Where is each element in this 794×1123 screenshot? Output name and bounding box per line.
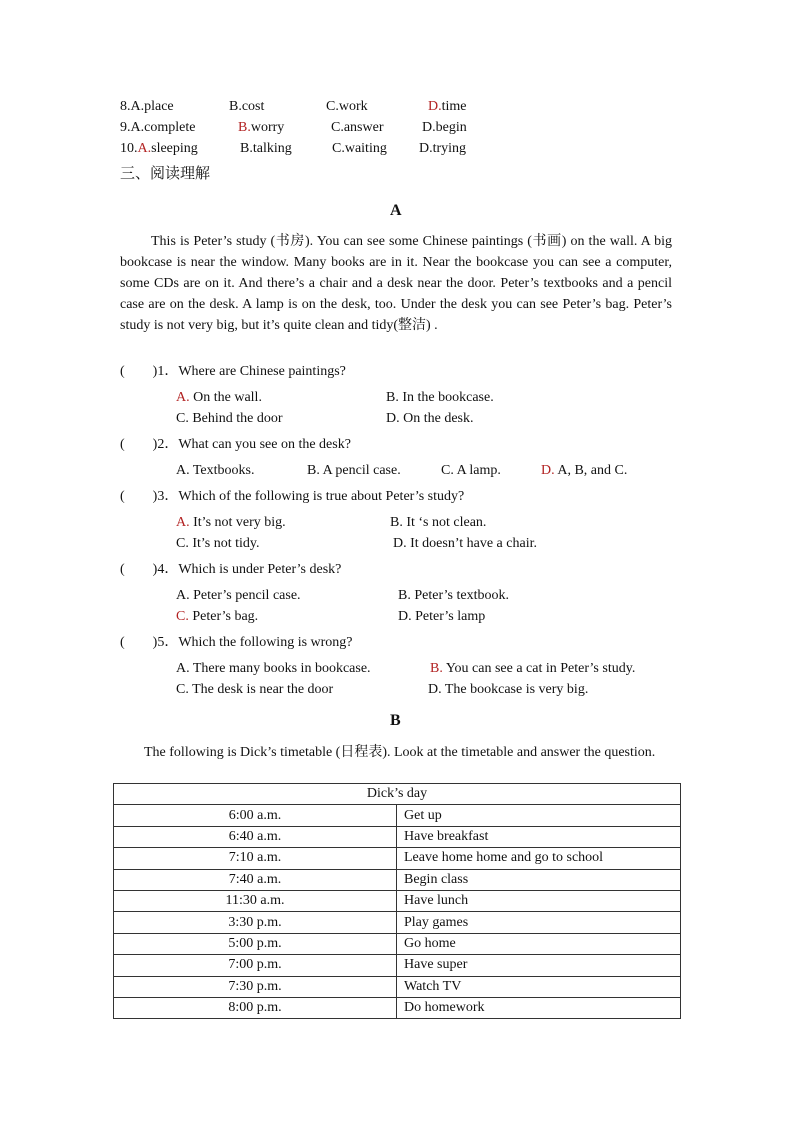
mcq-option-a: A.place xyxy=(130,99,174,114)
question-number: 3． xyxy=(157,489,179,504)
option-text: A, B, and C. xyxy=(557,463,628,478)
answer-bracket: ( ) xyxy=(120,635,158,650)
question-text: Which is under Peter’s desk? xyxy=(178,562,342,577)
answer-letter: C. xyxy=(176,609,189,624)
q1-option-b: B. In the bookcase. xyxy=(386,390,494,405)
mcq-option-a: sleeping xyxy=(151,141,198,156)
mcq-row-9 xyxy=(120,119,195,137)
activity-cell: Leave home home and go to school xyxy=(397,848,681,869)
answer-bracket: ( ) xyxy=(120,437,158,452)
mcq-row-10 xyxy=(120,140,198,158)
question-1 xyxy=(120,363,346,381)
table-row xyxy=(114,826,681,847)
mcq-option-d: D.begin xyxy=(422,120,467,135)
mcq-option-d: D.trying xyxy=(419,141,467,156)
question-number: 1． xyxy=(157,364,179,379)
table-row xyxy=(114,933,681,954)
answer-bracket: ( ) xyxy=(120,562,158,577)
q2-option-a: A. Textbooks. xyxy=(176,463,255,478)
time-cell: 6:00 a.m. xyxy=(114,805,397,826)
passage-a-text: This is Peter’s study (书房). You can see some Chinese paintings (书画) on the wall. A big bookcase is near the window. Many books are in it. Near the bookcase you can see a computer, some CDs are on it. And there’s a chair and a desk near the door. Peter’s textbooks and a pencil case are on the desk. A lamp is on the desk, too. Under the desk you can see Peter’s bag. Peter’s study is not very big, but it’s quite clean and tidy(整洁) . xyxy=(120,234,672,333)
table-row xyxy=(114,976,681,997)
passage-b-heading: B xyxy=(390,712,401,729)
time-cell: 8:00 p.m. xyxy=(114,997,397,1018)
question-4 xyxy=(120,561,341,579)
time-cell: 3:30 p.m. xyxy=(114,912,397,933)
answer-letter: A. xyxy=(176,390,190,405)
time-cell: 7:10 a.m. xyxy=(114,848,397,869)
q2-option-c: C. A lamp. xyxy=(441,463,501,478)
mcq-option-b xyxy=(238,119,284,137)
answer-letter: A. xyxy=(176,515,190,530)
table-row xyxy=(114,912,681,933)
activity-cell: Do homework xyxy=(397,997,681,1018)
answer-letter: B. xyxy=(238,120,251,135)
answer-bracket: ( ) xyxy=(120,364,158,379)
mcq-number: 9. xyxy=(120,120,131,135)
question-5 xyxy=(120,634,353,652)
time-cell: 5:00 p.m. xyxy=(114,933,397,954)
passage-b-text: The following is Dick’s timetable (日程表). Look at the timetable and answer the question. xyxy=(144,745,656,760)
activity-cell: Begin class xyxy=(397,869,681,890)
question-2 xyxy=(120,436,351,454)
question-text: What can you see on the desk? xyxy=(178,437,351,452)
question-number: 5． xyxy=(157,635,179,650)
q5-option-c: C. The desk is near the door xyxy=(176,682,334,697)
question-text: Where are Chinese paintings? xyxy=(178,364,346,379)
activity-cell: Go home xyxy=(397,933,681,954)
mcq-option-a: A.complete xyxy=(130,120,196,135)
q3-option-c: C. It’s not tidy. xyxy=(176,536,260,551)
question-text: Which the following is wrong? xyxy=(178,635,353,650)
activity-cell: Have super xyxy=(397,955,681,976)
mcq-row-8 xyxy=(120,98,174,116)
section-title: 三、阅读理解 xyxy=(120,166,211,182)
q4-option-c xyxy=(176,608,258,626)
activity-cell: Get up xyxy=(397,805,681,826)
q4-option-d: D. Peter’s lamp xyxy=(398,609,486,624)
activity-cell: Have lunch xyxy=(397,890,681,911)
q4-option-a: A. Peter’s pencil case. xyxy=(176,588,301,603)
time-cell: 11:30 a.m. xyxy=(114,890,397,911)
timetable xyxy=(113,783,681,1019)
passage-a-heading: A xyxy=(390,202,402,219)
q2-option-b: B. A pencil case. xyxy=(307,463,401,478)
option-text: On the wall. xyxy=(193,390,262,405)
q1-option-a xyxy=(176,389,262,407)
q1-option-d: D. On the desk. xyxy=(386,411,474,426)
q5-option-d: D. The bookcase is very big. xyxy=(428,682,589,697)
time-cell: 7:30 p.m. xyxy=(114,976,397,997)
mcq-number: 10. xyxy=(120,141,138,156)
mcq-number: 8. xyxy=(120,99,131,114)
option-text: It’s not very big. xyxy=(193,515,286,530)
option-text: Peter’s bag. xyxy=(192,609,259,624)
timetable-title: Dick’s day xyxy=(114,784,681,805)
q5-option-b xyxy=(430,660,635,678)
answer-letter: D. xyxy=(428,99,442,114)
time-cell: 6:40 a.m. xyxy=(114,826,397,847)
table-row xyxy=(114,997,681,1018)
timetable-header-row xyxy=(114,784,681,805)
q2-option-d xyxy=(541,462,627,480)
q4-option-b: B. Peter’s textbook. xyxy=(398,588,509,603)
question-text: Which of the following is true about Peter’s study? xyxy=(178,489,465,504)
table-row xyxy=(114,848,681,869)
mcq-option-d xyxy=(428,98,467,116)
q1-option-c: C. Behind the door xyxy=(176,411,283,426)
time-cell: 7:40 a.m. xyxy=(114,869,397,890)
option-text: time xyxy=(441,99,467,114)
q3-option-b: B. It ‘s not clean. xyxy=(390,515,487,530)
q5-option-a: A. There many books in bookcase. xyxy=(176,661,371,676)
activity-cell: Watch TV xyxy=(397,976,681,997)
mcq-option-c: C.work xyxy=(326,99,368,114)
time-cell: 7:00 p.m. xyxy=(114,955,397,976)
question-number: 2． xyxy=(157,437,179,452)
answer-letter: B. xyxy=(430,661,443,676)
table-row xyxy=(114,869,681,890)
table-row xyxy=(114,805,681,826)
activity-cell: Have breakfast xyxy=(397,826,681,847)
option-text: worry xyxy=(250,120,285,135)
mcq-option-c: C.waiting xyxy=(332,141,387,156)
answer-letter: A. xyxy=(137,141,152,156)
q3-option-d: D. It doesn’t have a chair. xyxy=(393,536,537,551)
table-row xyxy=(114,890,681,911)
table-row xyxy=(114,955,681,976)
mcq-option-b: B.talking xyxy=(240,141,292,156)
activity-cell: Play games xyxy=(397,912,681,933)
mcq-option-b: B.cost xyxy=(229,99,265,114)
question-3 xyxy=(120,488,464,506)
mcq-option-c: C.answer xyxy=(331,120,384,135)
question-number: 4． xyxy=(157,562,179,577)
option-text: You can see a cat in Peter’s study. xyxy=(445,661,636,676)
answer-bracket: ( ) xyxy=(120,489,158,504)
answer-letter: D. xyxy=(541,463,555,478)
q3-option-a xyxy=(176,514,286,532)
